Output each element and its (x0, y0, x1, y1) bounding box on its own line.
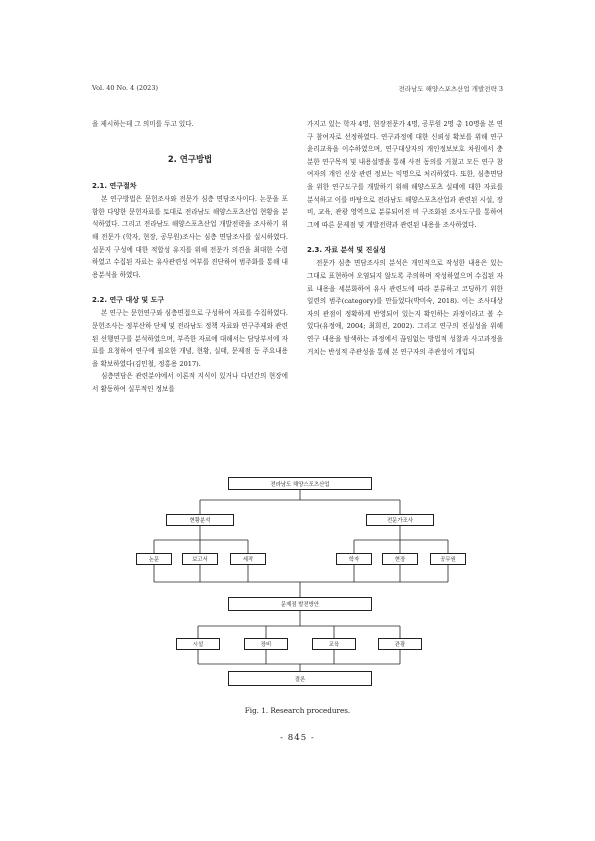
paragraph-subjects-1: 본 연구는 문헌연구와 심층면접으로 구성하여 자료를 수집하였다. 문헌조사는 정부산하 단체 및 전라남도 정책 자료와 연구주제와 관련된 선행연구를 분석하였으며, 부족한 자료에 대해서는 담당부서에 자료를 요청하여 연구에 필요한 개념, 현황, 실태, 문제점 등 주요내용을 확보하였다(김민철, 정홍용 2017). (92, 309, 288, 368)
right-column (307, 118, 503, 358)
intro-line: 을 제시하는데 그 의미를 두고 있다. (92, 120, 194, 128)
section-title: 2. 연구방법 (167, 153, 213, 164)
paragraph-research-procedure: 본 연구방법은 문헌조사와 전문가 심층 면담조사이다. 논문을 포함한 다양한 문헌자료를 토대로 전라남도 해양스포츠산업 현황을 분석하였다. 그리고 전라남도 해양스포츠산업 개발전략을 조사하기 위해 전문가 (학자, 현장, 공무원)조사는 심층 면담조사를 실시하였다. 설문지 구성에 대한 적합성 유지를 위해 전문가 의견을 최대한 수렴하였고 수집된 자료는 유사관련성 여부를 진단하여 범주화를 통해 내용분석을 하였다. (92, 195, 288, 279)
node-officials: 공무원 (430, 553, 466, 565)
node-facilities: 시설 (176, 638, 220, 650)
running-title: 전라남도 해양스포츠산업 개발전략 3 (398, 85, 503, 93)
node-field: 현장 (382, 553, 418, 565)
paragraph-participants: 가지고 있는 학자 4명, 현장전문가 4명, 공무원 2명 총 10명을 본 연구 참여자로 선정하였다. 연구과정에 대한 신뢰성 확보를 위해 연구윤리교육을 이수하였으며, 연구대상자의 개인정보보호 차원에서 충분한 연구목적 및 내용설명을 통해 사전 동의를 거쳤고 모든 연구 참여자의 개인 신상 관련 정보는 익명으로 처리하였다. 또한, 심층면담을 위한 연구도구를 개발하기 위해 해양스포츠 실태에 대한 자료를 분석하고 이를 바탕으로 전라남도 해양스포츠산업과 관련된 시설, 장비, 교육, 관광 영역으로 분류되어진 비 구조화된 조사도구를 통하여 그에 따른 문제점 및 개발전략과 관련된 내용을 조사하였다. (307, 120, 503, 229)
research-procedure-figure (130, 474, 470, 699)
page-number: - 845 - (280, 733, 315, 743)
node-expert-survey: 전문가조사 (366, 514, 434, 526)
left-column (92, 118, 288, 396)
subsection-title-2-2: 2.2. 연구 대상 및 도구 (92, 296, 165, 305)
node-papers: 논문 (136, 553, 172, 565)
node-education: 교육 (312, 638, 356, 650)
node-data: 세작 (230, 553, 266, 565)
flowchart-connectors (130, 474, 470, 699)
subsection-title-2-3: 2.3. 자료 분석 및 진실성 (307, 246, 386, 255)
node-tourism: 관광 (378, 638, 422, 650)
node-reports: 보고서 (182, 553, 218, 565)
node-problems-strategies: 문제점 발전방안 (228, 597, 372, 611)
node-conclusion: 결론 (228, 671, 372, 686)
figure-caption: Fig. 1. Research procedures. (244, 706, 351, 715)
node-jeonnam-marine-sports: 전라남도 해양스포츠산업 (228, 477, 372, 490)
paragraph-subjects-2: 심층면담은 관련분야에서 이론적 지식이 있거나 다년간의 현장에서 활동하여 실무적인 정보를 (92, 372, 288, 393)
node-equipment: 장비 (244, 638, 288, 650)
journal-volume: Vol. 40 No. 4 (2023) (92, 84, 158, 92)
subsection-title-2-1: 2.1. 연구절차 (92, 182, 137, 191)
paragraph-analysis: 전문가 심층 면담조사의 분석은 개인적으로 작성한 내용은 있는 그대로 표현하여 오염되지 않도록 주의하며 작성하였으며 수집된 자료 내용을 세분화하여 유사 관련도에 따라 분류하고 코딩하기 위한 일련의 범주(category)를 만들었다(박미숙, 2018). 이는 조사대상자의 관점이 정확하게 반영되어 있는지 확인하는 과정이라고 볼 수 있다(유정애, 2004; 최희진, 2002). 그리고 연구의 진실성을 위해 연구 내용을 탐색하는 과정에서 끊임없는 방법적 성찰과 사고과정을 거치는 반성적 주관성을 통해 본 연구자의 주관성이 개입되 (307, 259, 503, 356)
node-scholars: 학자 (336, 553, 372, 565)
node-status-analysis: 현황분석 (166, 514, 234, 526)
